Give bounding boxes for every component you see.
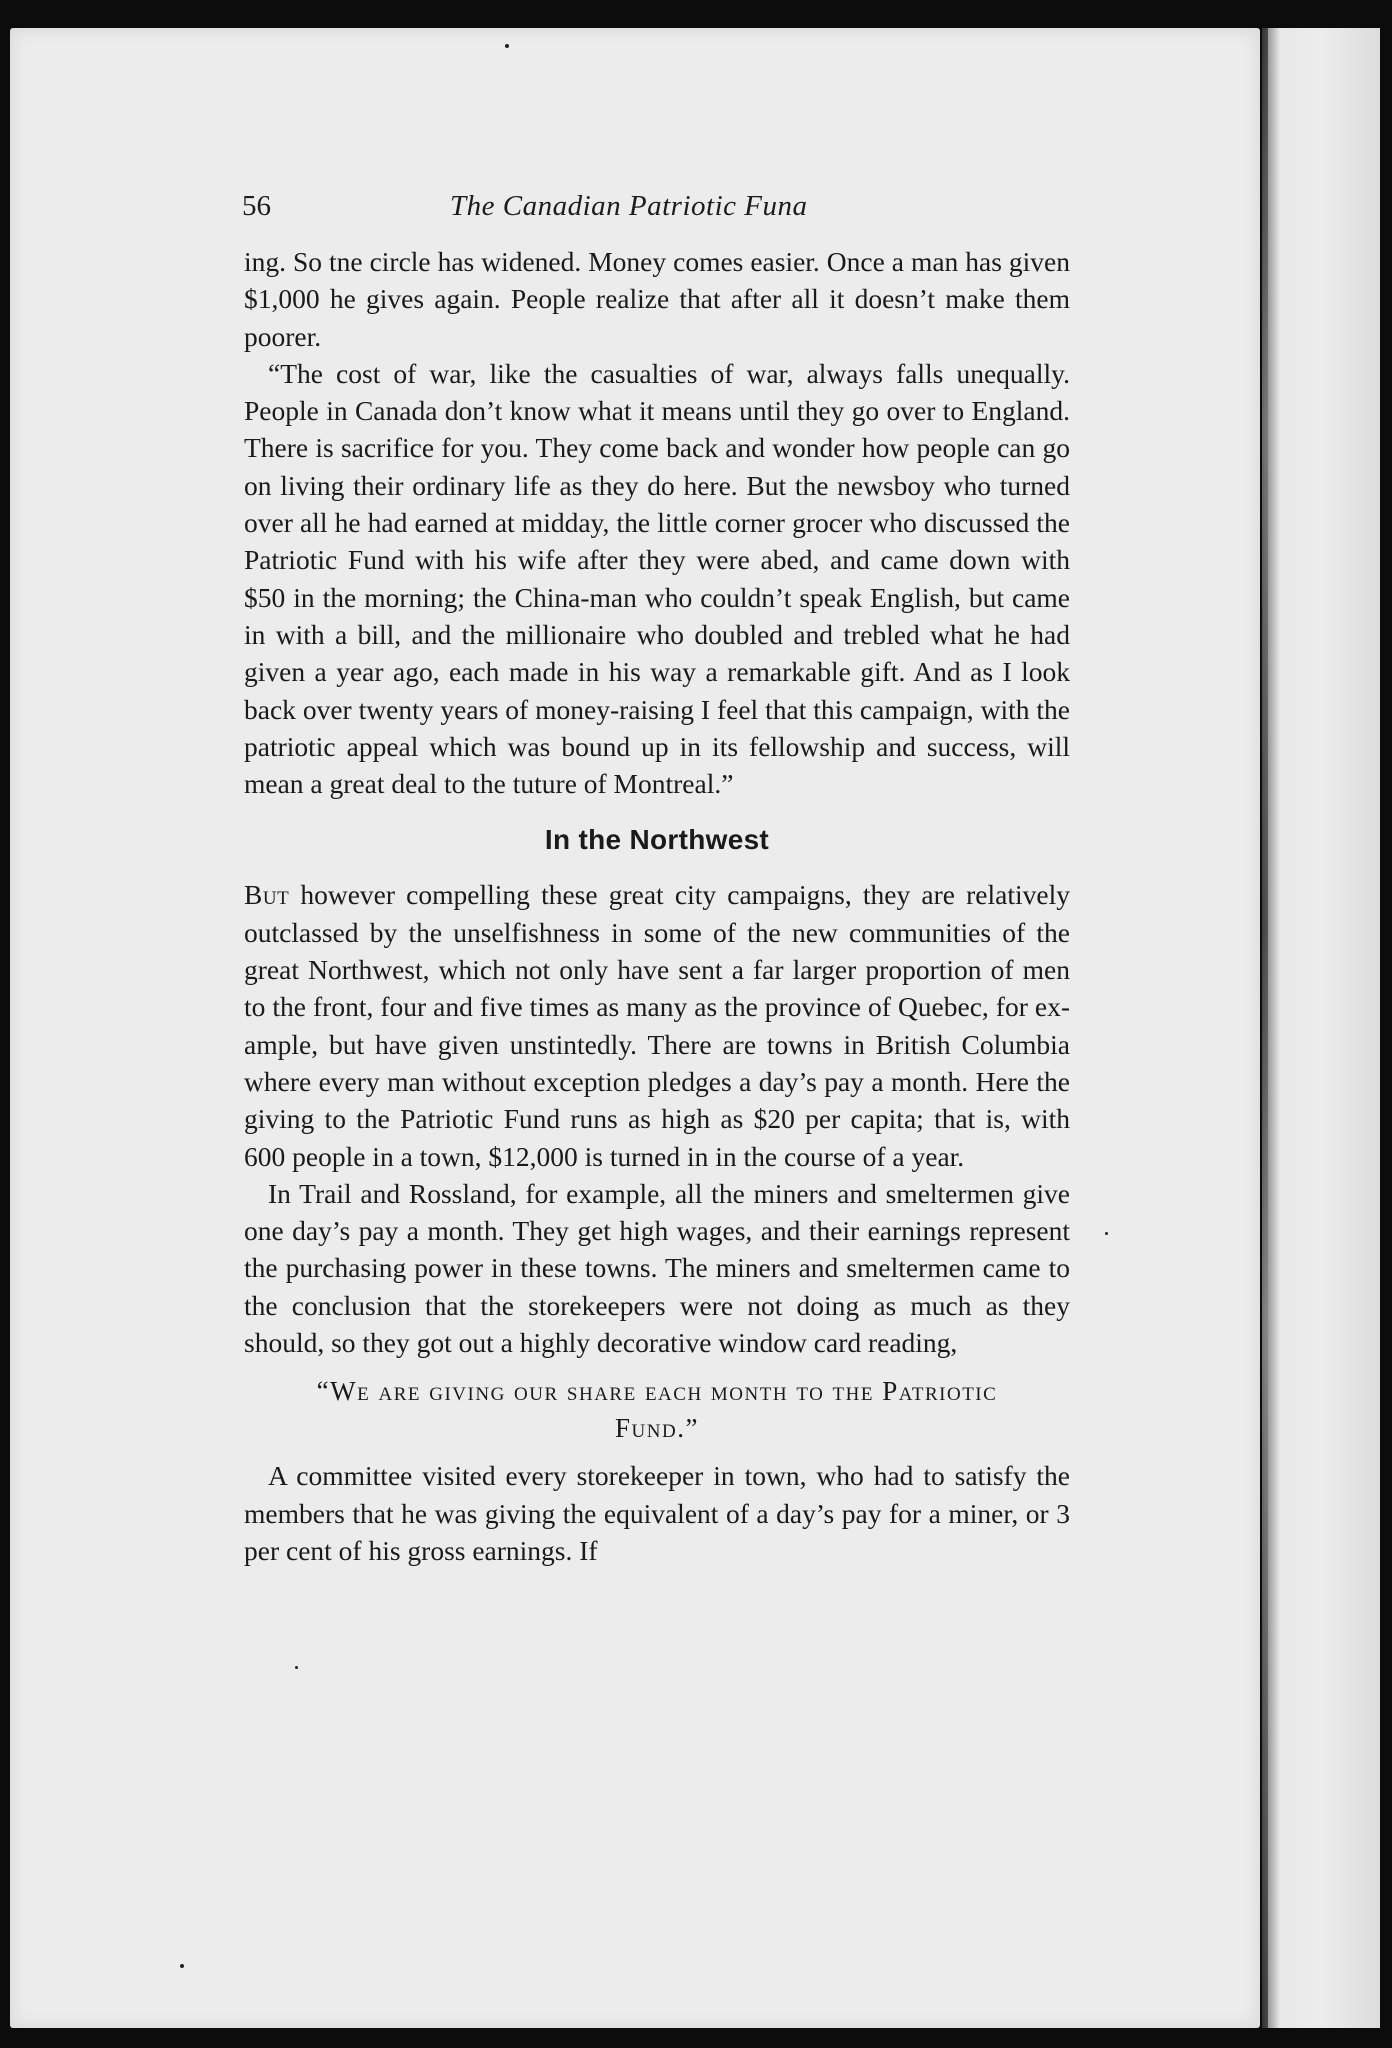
paragraph: In Trail and Rossland, for example, all the miners and smeltermen give one day’s pay a month. They get high wages, and their earnings represent the purchasing power in these towns. The miners and smeltermen came to the conclusion that the storekeepers were not doing as much as they should, so they got out a highly decorative window card reading,: [244, 1177, 1070, 1359]
facing-page-edge: [1262, 28, 1380, 2028]
paragraph-text: however compelling these great city campaigns, they are relatively outclassed by the unselfishness in some of the new communities of the great Northwest, which not only have sent a far larger proportion of men to the front, four and five times as many as the province of Quebec, for ex-ample, but have given unstintedly. There are towns in British Columbia where every man without exception pledges a day’s pay a month. Here the giving to the Patriotic Fund runs as high as $20 per capita; that is, with 600 people in a town, $12,000 is turned in in the course of a year.: [244, 879, 1070, 1172]
paragraph: ing. So tne circle has widened. Money comes easier. Once a man has given $1,000 he gives again. People realize that after all it doesn’t make them poorer.: [244, 246, 1070, 352]
running-head: [242, 190, 1072, 236]
scan-speck: [180, 1964, 184, 1968]
paragraph: A committee visited every storekeeper in town, who had to satisfy the members that he was giving the equivalent of a day’s pay for a miner, or 3 per cent of his gross earnings. If: [244, 1460, 1070, 1566]
book-gutter: [1262, 28, 1268, 2028]
window-card-quote: “We are giving our share each month to the Patriotic Fund.”: [316, 1376, 998, 1444]
section-heading: In the Northwest: [544, 824, 770, 856]
scan-speck: [505, 44, 509, 48]
running-title: The Canadian Patriotic Funa: [450, 190, 808, 222]
section-lead-word: But: [244, 879, 290, 911]
scan-speck: [295, 1666, 298, 1669]
scan-speck: [1105, 1232, 1108, 1235]
paragraph: [244, 876, 1070, 1174]
page-number: 56: [242, 190, 271, 222]
paragraph: “The cost of war, like the casualties of war, always falls unequally. People in Canada don’t know what it means until they go over to England. There is sacrifice for you. They come back and wonder how people can go on living their ordinary life as they do here. But the newsboy who turned over all he had earned at midday, the little corner grocer who discussed the Patriotic Fund with his wife after they were abed, and came down with $50 in the morning; the China-man who couldn’t speak English, but came in with a bill, and the millionaire who doubled and trebled what he had given a year ago, each made in his way a remarkable gift. And as I look back over twenty years of money-raising I feel that this campaign, with the patriotic appeal which was bound up in its fellowship and success, will mean a great deal to the tuture of Montreal.”: [244, 357, 1070, 800]
body-text: [244, 243, 1070, 1569]
